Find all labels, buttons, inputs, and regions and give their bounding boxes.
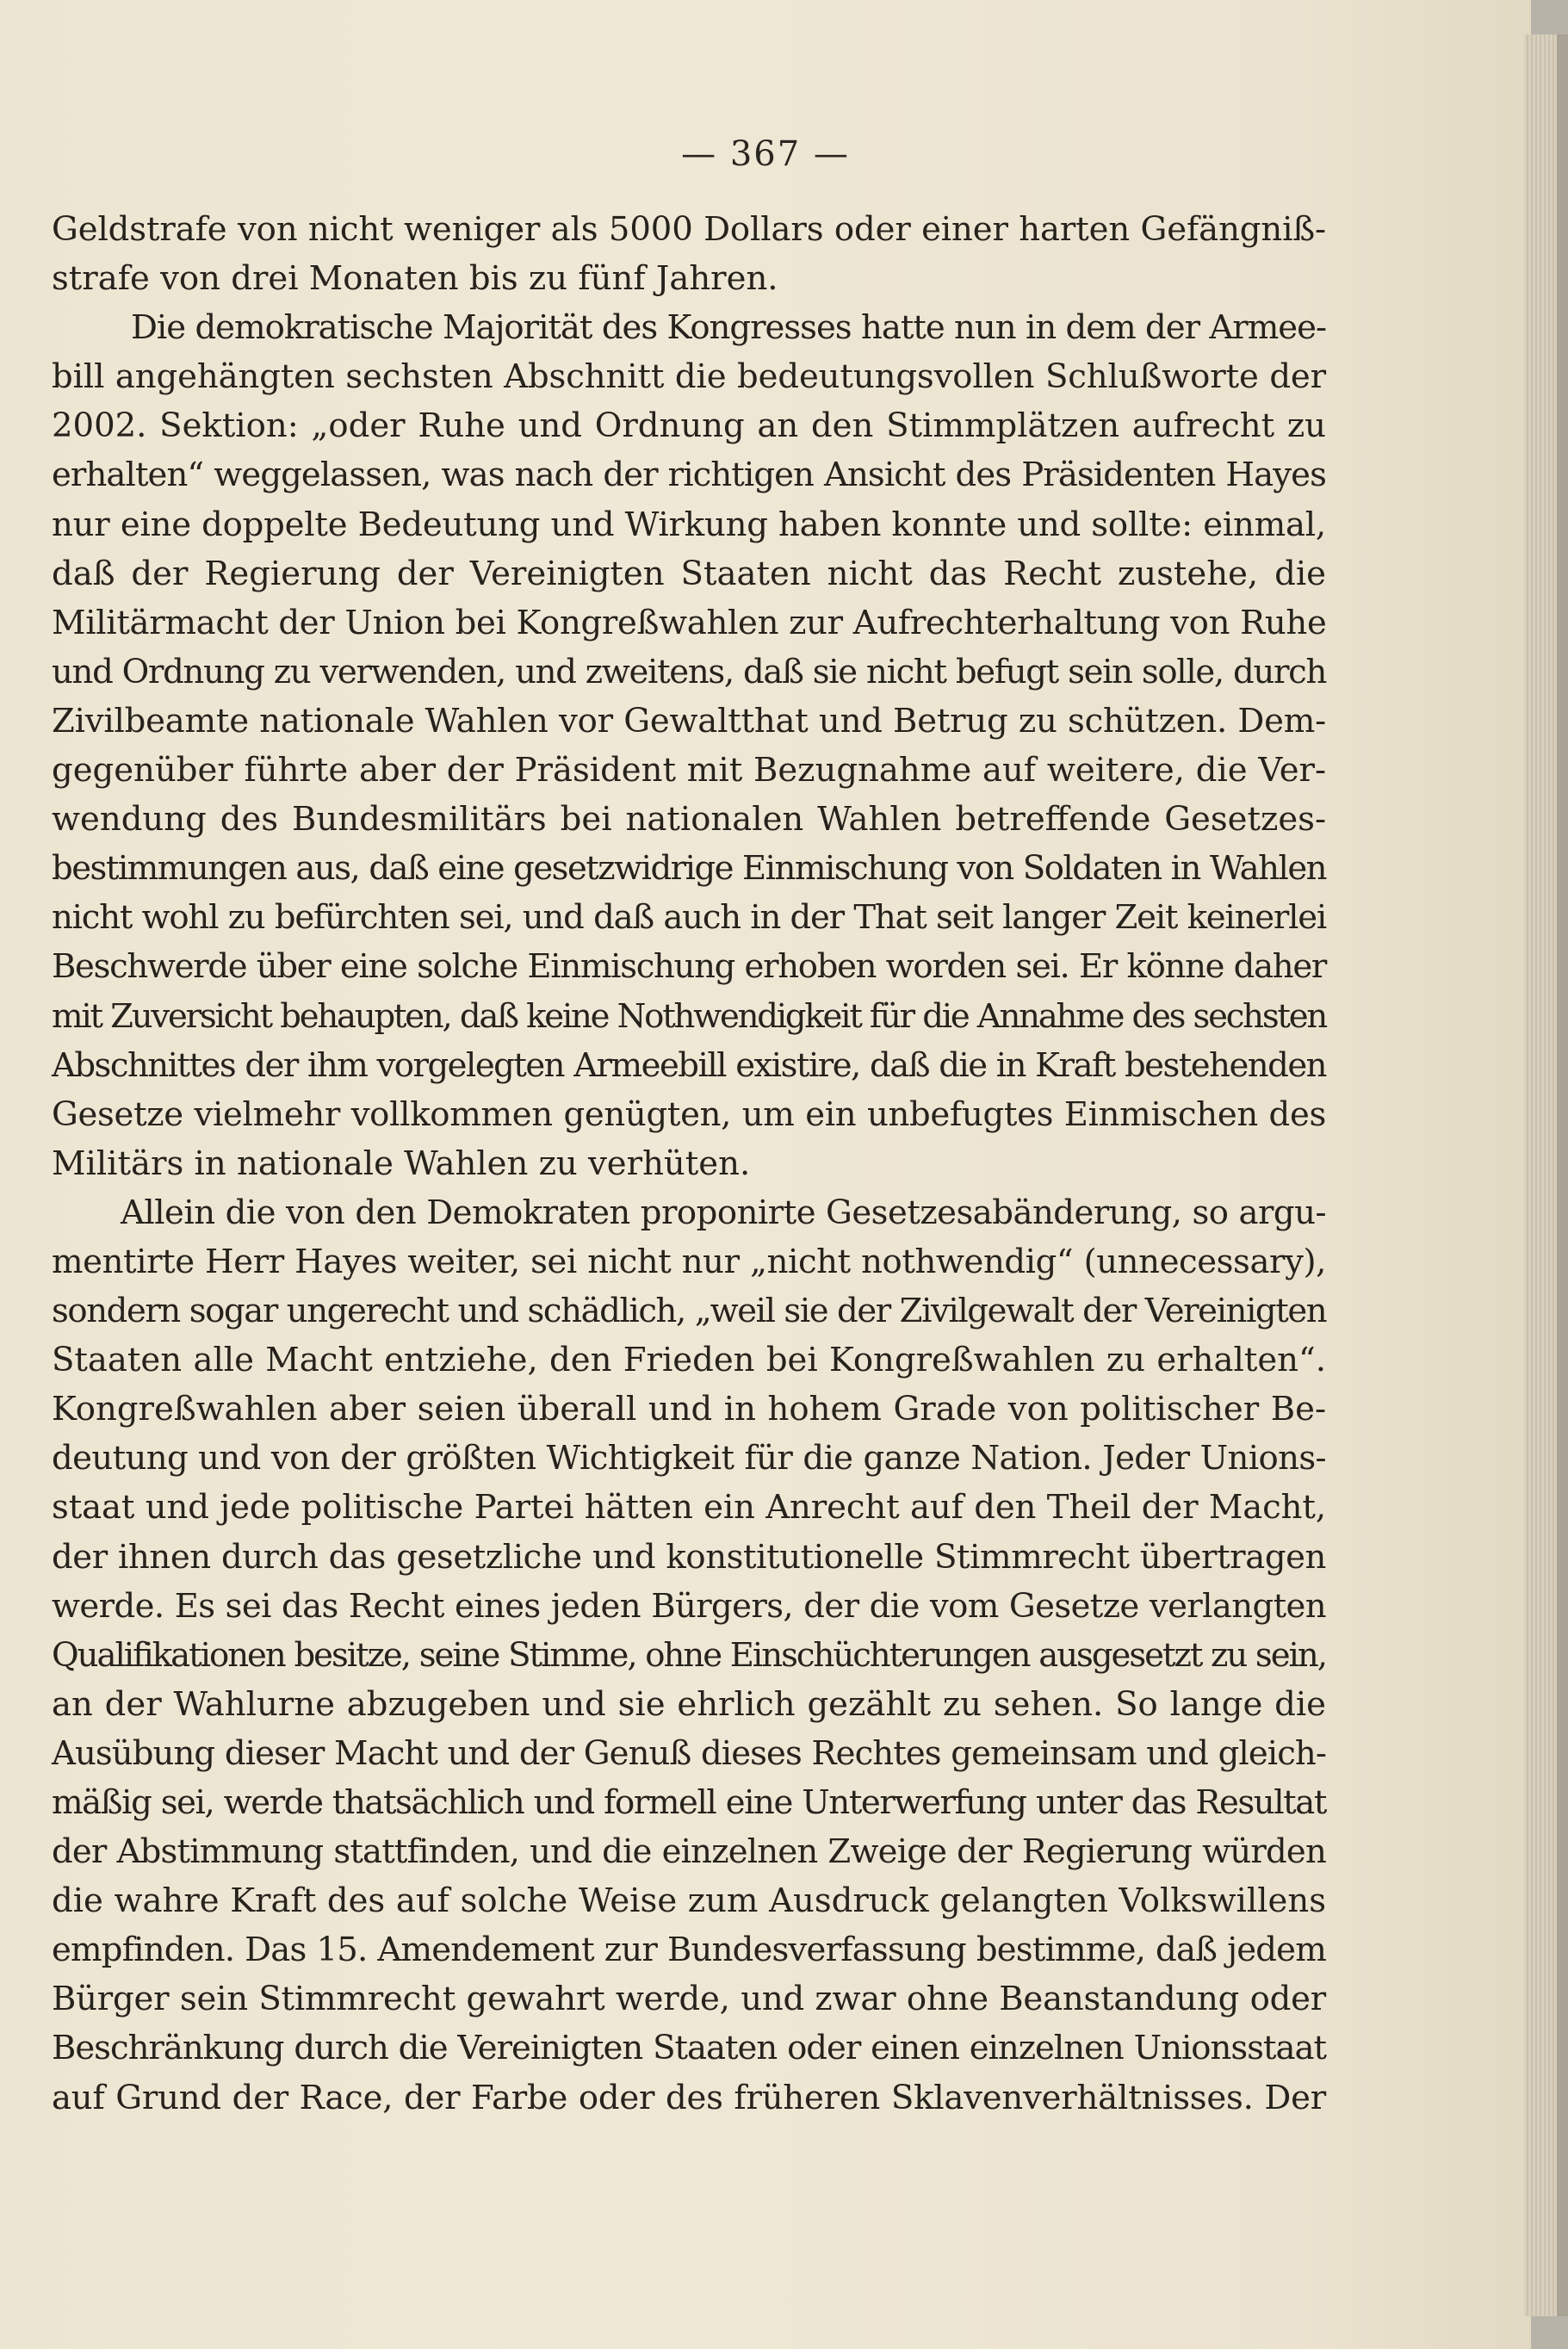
text-line: 2002. Sektion: „oder Ruhe und Ordnung an den Stimmplätzen aufrecht zu — [52, 406, 1326, 446]
text-line: Kongreßwahlen aber seien überall und in hohem Grade von politischer Be- — [52, 1390, 1326, 1429]
text-line: der ihnen durch das gesetzliche und konstitutionelle Stimmrecht übertragen — [52, 1537, 1326, 1577]
text-line: staat und jede politische Partei hätten ein Anrecht auf den Theil der Macht, — [52, 1488, 1326, 1528]
text-line: daß der Regierung der Vereinigten Staaten nicht das Recht zustehe, die — [52, 554, 1326, 593]
page-edge-shadow — [1557, 34, 1568, 2316]
text-line: Beschwerde über eine solche Einmischung erhoben worden sei. Er könne daher — [52, 947, 1326, 987]
text-line: mäßig sei, werde thatsächlich und formell eine Unterwerfung unter das Resultat — [52, 1783, 1326, 1822]
text-line: Zivilbeamte nationale Wahlen vor Gewaltthat und Betrug zu schützen. Dem- — [52, 701, 1326, 741]
text-line: und Ordnung zu verwenden, und zweitens, daß sie nicht befugt sein solle, durch — [52, 652, 1326, 691]
text-line: Ausübung dieser Macht und der Genuß dieses Rechtes gemeinsam und gleich- — [52, 1733, 1326, 1773]
text-line: sondern sogar ungerecht und schädlich, „weil sie der Zivilgewalt der Vereinigten — [52, 1292, 1327, 1331]
text-line: strafe von drei Monaten bis zu fünf Jahren. — [52, 259, 778, 299]
text-line: nur eine doppelte Bedeutung und Wirkung haben konnte und sollte: einmal, — [52, 505, 1326, 544]
text-line: Die demokratische Majorität des Kongresses hatte nun in dem der Armee- — [131, 308, 1326, 348]
text-line: mentirte Herr Hayes weiter, sei nicht nur „nicht nothwendig“ (unnecessary), — [52, 1242, 1326, 1281]
text-line: erhalten“ weggelassen, was nach der richtigen Ansicht des Präsidenten Hayes — [52, 456, 1326, 495]
text-line: bestimmungen aus, daß eine gesetzwidrige Einmischung von Soldaten in Wahlen — [52, 849, 1326, 889]
text-line: Gesetze vielmehr vollkommen genügten, um ein unbefugtes Einmischen des — [52, 1094, 1326, 1134]
text-line: bill angehängten sechsten Abschnitt die bedeutungsvollen Schlußworte der — [52, 357, 1326, 397]
text-line: auf Grund der Race, der Farbe oder des früheren Sklavenverhältnisses. Der — [52, 2078, 1326, 2117]
body-text — [52, 205, 1326, 2123]
text-line: deutung und von der größten Wichtigkeit für die ganze Nation. Jeder Unions- — [52, 1439, 1326, 1478]
text-line: gegenüber führte aber der Präsident mit Bezugnahme auf weitere, die Ver- — [52, 751, 1326, 790]
text-line: empfinden. Das 15. Amendement zur Bundesverfassung bestimme, daß jedem — [52, 1931, 1326, 1970]
text-line: Militärmacht der Union bei Kongreßwahlen zur Aufrechterhaltung von Ruhe — [52, 603, 1327, 642]
text-line: an der Wahlurne abzugeben und sie ehrlich gezählt zu sehen. So lange die — [52, 1684, 1326, 1724]
text-line: Qualifikationen besitze, seine Stimme, ohne Einschüchterungen ausgesetzt zu sein, — [52, 1635, 1326, 1675]
text-line: Bürger sein Stimmrecht gewahrt werde, und zwar ohne Beanstandung oder — [52, 1980, 1326, 2019]
text-line: nicht wohl zu befürchten sei, und daß auch in der That seit langer Zeit keinerlei — [52, 898, 1326, 938]
text-line: Allein die von den Demokraten proponirte Gesetzesabänderung, so argu- — [121, 1193, 1326, 1232]
text-line: Staaten alle Macht entziehe, den Frieden bei Kongreßwahlen zu erhalten“. — [52, 1341, 1326, 1380]
text-line: Geldstrafe von nicht weniger als 5000 Dollars oder einer harten Gefängniß- — [52, 210, 1326, 249]
page-number: — 367 — — [681, 134, 850, 174]
text-line: Abschnittes der ihm vorgelegten Armeebill existire, daß die in Kraft bestehenden — [52, 1045, 1326, 1085]
page-edges — [1524, 34, 1559, 2316]
text-line: Militärs in nationale Wahlen zu verhüten. — [52, 1144, 751, 1183]
text-line: mit Zuversicht behaupten, daß keine Nothwendigkeit für die Annahme des sechsten — [52, 996, 1326, 1036]
text-line: werde. Es sei das Recht eines jeden Bürgers, der die vom Gesetze verlangten — [52, 1586, 1326, 1626]
text-line: wendung des Bundesmilitärs bei nationalen Wahlen betreffende Gesetzes- — [52, 800, 1326, 840]
text-line: Beschränkung durch die Vereinigten Staaten oder einen einzelnen Unionsstaat — [52, 2029, 1326, 2068]
text-line: der Abstimmung stattfinden, und die einzelnen Zweige der Regierung würden — [52, 1832, 1326, 1872]
text-line: die wahre Kraft des auf solche Weise zum Ausdruck gelangten Volkswillens — [52, 1881, 1326, 1921]
